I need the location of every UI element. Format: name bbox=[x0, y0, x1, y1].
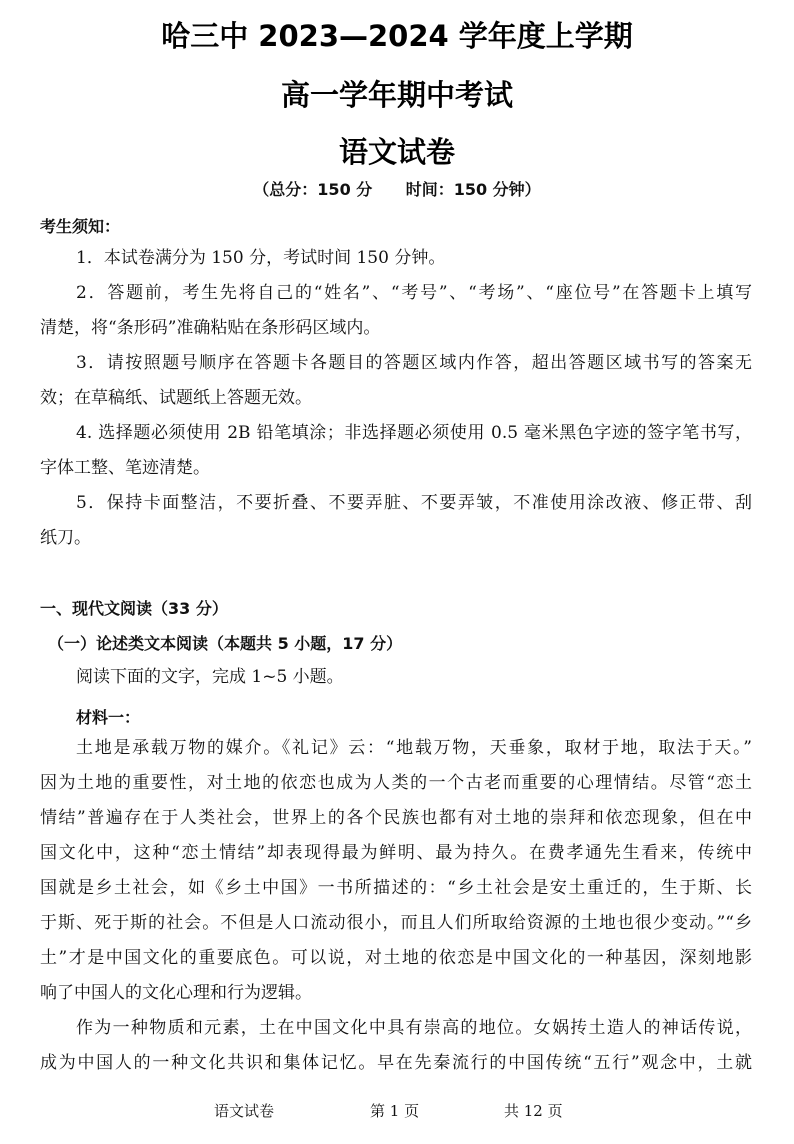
notice-line: 纸刀。 bbox=[40, 528, 91, 548]
notice-line: 5．保持卡面整洁，不要折叠、不要弄脏、不要弄皱，不准使用涂改液、修正带、刮 bbox=[76, 493, 752, 513]
footer-subject: 语文试卷 bbox=[214, 1102, 275, 1120]
paragraph-line: 作为一种物质和元素，土在中国文化中具有崇高的地位。女娲抟土造人的神话传说， bbox=[76, 1018, 752, 1038]
exam-title: 高一学年期中考试 bbox=[280, 78, 513, 112]
exam-meta bbox=[0, 177, 794, 200]
paragraph-line: 国文化中，这种“恋土情结”却表现得最为鲜明、最为持久。在费孝通先生看来，传统中 bbox=[40, 843, 752, 863]
school-term-title: 哈三中 2023—2024 学年度上学期 bbox=[161, 19, 633, 53]
paragraph-line: 土地是承载万物的媒介。《礼记》云：“地载万物，天垂象，取材于地，取法于天。” bbox=[76, 738, 752, 758]
notice-title: 考生须知： bbox=[40, 217, 121, 236]
paragraph-line: 于斯、死于斯的社会。不但是人口流动很小，而且人们所取给资源的土地也很少变动。”“乡 bbox=[40, 913, 752, 933]
notice-line: 1．本试卷满分为 150 分，考试时间 150 分钟。 bbox=[76, 248, 446, 268]
section-title: 一、现代文阅读（33 分） bbox=[40, 599, 228, 618]
reading-instruction: 阅读下面的文字，完成 1~5 小题。 bbox=[76, 667, 344, 687]
notice-line: 3．请按照题号顺序在答题卡各题目的答题区域内作答，超出答题区域书写的答案无 bbox=[76, 353, 752, 373]
paragraph-line: 响了中国人的文化心理和行为逻辑。 bbox=[40, 983, 312, 1003]
notice-line: 清楚，将“条形码”准确粘贴在条形码区域内。 bbox=[40, 318, 381, 338]
notice-line: 字体工整、笔迹清楚。 bbox=[40, 458, 210, 478]
section-subtitle: （一）论述类文本阅读（本题共 5 小题，17 分） bbox=[48, 634, 403, 653]
notice-line: 效；在草稿纸、试题纸上答题无效。 bbox=[40, 388, 312, 408]
subject-title: 语文试卷 bbox=[338, 135, 455, 169]
total-score: （总分：150 分 bbox=[253, 180, 373, 199]
paragraph-line: 情结”普遍存在于人类社会，世界上的各个民族也都有对土地的崇拜和依恋现象，但在中 bbox=[40, 808, 752, 828]
footer-page-number: 第 1 页 bbox=[370, 1102, 420, 1120]
material-label: 材料一： bbox=[76, 708, 141, 727]
paragraph-line: 国就是乡土社会，如《乡土中国》一书所描述的：“乡土社会是安土重迁的，生于斯、长 bbox=[40, 878, 752, 898]
notice-line: 4. 选择题必须使用 2B 铅笔填涂；非选择题必须使用 0.5 毫米黑色字迹的签字笔书写， bbox=[76, 423, 752, 443]
notice-line: 2．答题前，考生先将自己的“姓名”、“考号”、“考场”、“座位号”在答题卡上填写 bbox=[76, 283, 752, 303]
paragraph-line: 因为土地的重要性，对土地的依恋也成为人类的一个古老而重要的心理情结。尽管“恋土 bbox=[40, 773, 752, 793]
paragraph-line: 土”才是中国文化的重要底色。可以说，对土地的依恋是中国文化的一种基因，深刻地影 bbox=[40, 948, 752, 968]
exam-time: 时间：150 分钟） bbox=[405, 180, 541, 199]
paragraph-line: 成为中国人的一种文化共识和集体记忆。早在先秦流行的中国传统“五行”观念中，土就 bbox=[40, 1053, 752, 1073]
footer-total-pages: 共 12 页 bbox=[504, 1102, 563, 1120]
